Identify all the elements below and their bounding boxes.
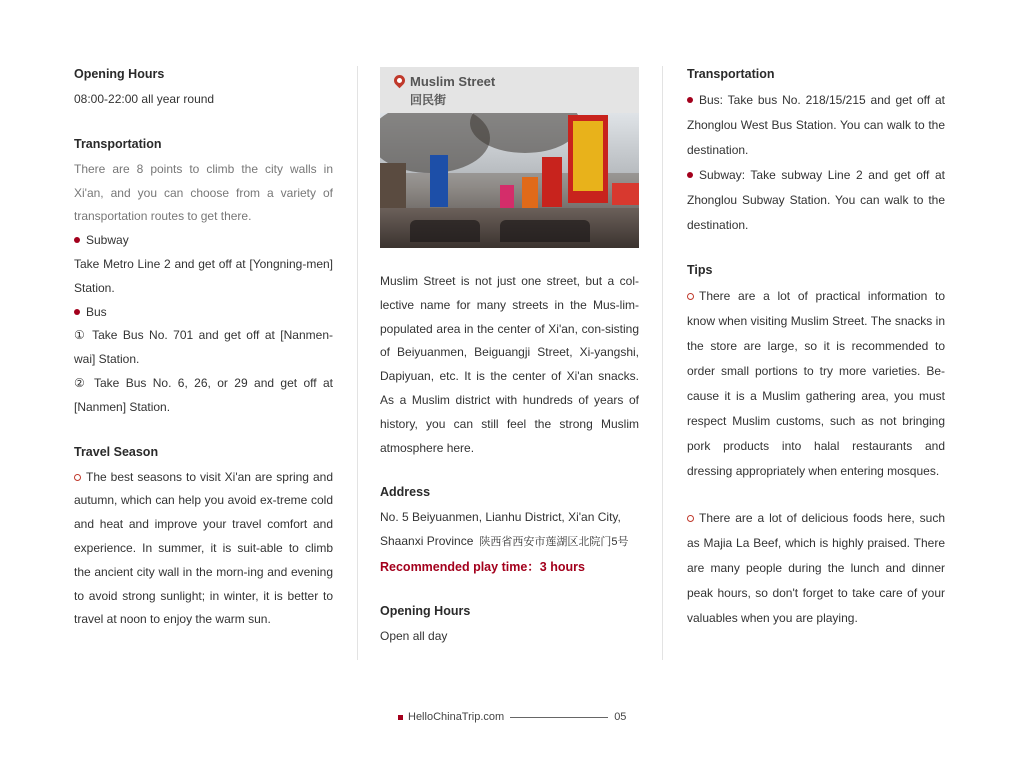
opening-hours-heading: Opening Hours — [74, 67, 165, 81]
subway-label-row — [74, 229, 333, 253]
attraction-title: Muslim Street — [410, 74, 496, 89]
attraction-card-header — [380, 67, 639, 113]
location-pin-icon — [392, 73, 408, 89]
address-chinese: 陕西省西安市莲湖区北院门5号 — [479, 536, 629, 549]
attraction-description: Muslim Street is not just one street, but a col-lective name for many streets in the Mus-lim-populated area in the center of Xi'an, con-sisting of Beiyuanmen, Beiguangji Street, Xi-yangshi, Dapiyuan, etc. It is the center of Xi'an snacks. As a Muslim district with hundreds of years of history, you can still feel the strong Muslim atmosphere here. — [380, 274, 639, 455]
transportation-heading-2: Transportation — [687, 67, 775, 81]
recommended-play-time: Recommended play time：3 hours — [380, 559, 585, 574]
right-column — [687, 64, 945, 631]
tip-1: There are a lot of practical information to know when visiting Muslim Street. The snacks in the store are large, so it is recommended to order small portions to try more varieties. Be-cause it is a Muslim gathering area, you must respect Muslim customs, such as not bringing pork products into halal restaurants and dressing appropriately when entering mosques. — [687, 289, 945, 478]
page-footer — [398, 709, 626, 725]
footer-square-icon — [398, 715, 403, 720]
page-number: 05 — [614, 711, 627, 723]
transportation-heading: Transportation — [74, 136, 162, 151]
bullet-dot-icon — [687, 172, 693, 178]
tip-2: There are a lot of delicious foods here, such as Majia La Beef, which is highly praised. There are many people during the lunch and dinner peak hours, so don't forget to take care of your valuables when you are playing. — [687, 511, 945, 625]
right-subway-text: Subway: Take subway Line 2 and get off at Zhonglou Subway Station. You can walk to the destination. — [687, 168, 945, 232]
bullet-ring-icon — [687, 293, 694, 300]
bullet-dot-icon — [74, 309, 80, 315]
column-divider-right — [662, 66, 663, 660]
travel-season-heading: Travel Season — [74, 444, 159, 459]
subway-text: Take Metro Line 2 and get off at [Yongning-men] Station. — [74, 256, 333, 295]
footer-rule — [510, 717, 608, 718]
muslim-street-photo — [380, 113, 639, 248]
address-text: No. 5 Beiyuanmen, Lianhu District, Xi'an City, Shaanxi Province 陕西省西安市莲湖区北院门5号 — [380, 510, 629, 549]
subway-label: Subway — [86, 233, 129, 248]
opening-hours-text: 08:00-22:00 all year round — [74, 92, 215, 106]
right-bus-text: Bus: Take bus No. 218/15/215 and get off at Zhonglou West Bus Station. You can walk to the destination. — [687, 93, 945, 157]
bullet-dot-icon — [74, 237, 80, 243]
footer-site: HelloChinaTrip.com — [408, 711, 505, 723]
column-divider-left — [357, 66, 358, 660]
bullet-ring-icon — [74, 474, 81, 481]
left-column — [74, 64, 333, 632]
bullet-ring-icon — [687, 515, 694, 522]
bullet-dot-icon — [687, 97, 693, 103]
tips-heading: Tips — [687, 263, 713, 277]
opening-hours-heading-2: Opening Hours — [380, 603, 471, 618]
bus-route-1: ① Take Bus No. 701 and get off at [Nanmen-wai] Station. — [74, 328, 333, 367]
transportation-intro: There are 8 points to climb the city walls in Xi'an, and you can choose from a variety of transportation routes to get there. — [74, 161, 333, 224]
address-heading: Address — [380, 485, 431, 500]
opening-hours-text-2: Open all day — [380, 628, 448, 643]
bus-label: Bus — [86, 304, 107, 319]
bus-label-row — [74, 301, 333, 325]
middle-column — [380, 67, 639, 649]
attraction-subtitle: 回民街 — [410, 93, 447, 107]
bus-route-2: ② Take Bus No. 6, 26, or 29 and get off at [Nanmen] Station. — [74, 375, 333, 414]
travel-season-text: The best seasons to visit Xi'an are spring and autumn, which can help you avoid ex-treme cold and heat and improve your travel comfort and experience. In summer, it is suit-able to climb the ancient city wall in the morn-ing and evening to avoid strong sunlight; in winter, it is better to travel at noon to enjoy the warm sun. — [74, 469, 333, 627]
